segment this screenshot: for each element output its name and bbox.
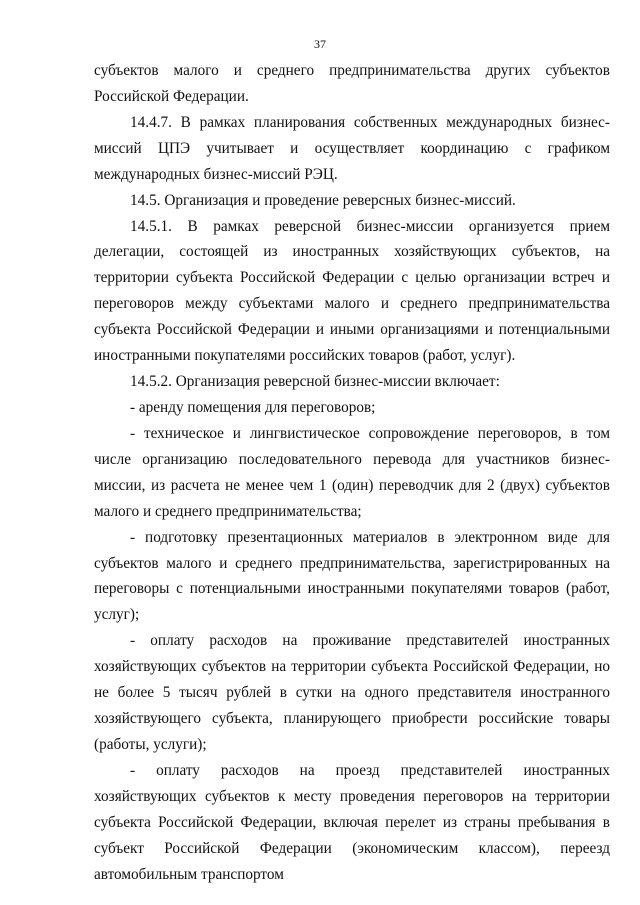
paragraph-continuation: субъектов малого и среднего предпринимательства других субъектов Российской Федерации. [94,62,610,105]
paragraph-14-4-7: 14.4.7. В рамках планирования собственных международных бизнес-миссий ЦПЭ учитывает и осуществляет координацию с графиком международных бизнес-миссий РЭЦ. [94,113,610,183]
list-item-premises-rental: - аренду помещения для переговоров; [130,398,376,416]
list-item-translation-support: - техническое и лингвистическое сопровождение переговоров, в том числе организацию последовательного перевода для участников бизнес-миссии, из расчета не менее чем 1 (один) переводчик для 2 (двух) субъектов малого и среднего предпринимательства; [94,424,610,520]
document-body [94,58,610,888]
section-heading-14-5: 14.5. Организация и проведение реверсных бизнес-миссий. [130,191,516,209]
paragraph-14-5-2: 14.5.2. Организация реверсной бизнес-миссии включает: [130,373,500,391]
list-item-presentation-materials: - подготовку презентационных материалов в электронном виде для субъектов малого и среднего предпринимательства, зарегистрированных на переговоры с потенциальными иностранными покупателями товаров (работ, услуг); [94,528,610,624]
page-number: 37 [314,37,326,51]
list-item-travel-costs: - оплату расходов на проезд представителей иностранных хозяйствующих субъектов к месту проведения переговоров на территории субъекта Российской Федерации, включая перелет из страны пребывания в субъект Российской Федерации (экономическим классом), переезд автомобильным транспортом [94,761,610,883]
paragraph-14-5-1: 14.5.1. В рамках реверсной бизнес-миссии организуется прием делегации, состоящей из иностранных хозяйствующих субъектов, на территории субъекта Российской Федерации с целью организации встреч и переговоров между субъектами малого и среднего предпринимательства субъекта Российской Федерации и иными организациями и потенциальными иностранными покупателями российских товаров (работ, услуг). [94,217,610,365]
list-item-accommodation-costs: - оплату расходов на проживание представителей иностранных хозяйствующих субъектов на территории субъекта Российской Федерации, но не более 5 тысяч рублей в сутки на одного представителя иностранного хозяйствующего субъекта, планирующего приобрести российские товары (работы, услуги); [94,632,610,753]
